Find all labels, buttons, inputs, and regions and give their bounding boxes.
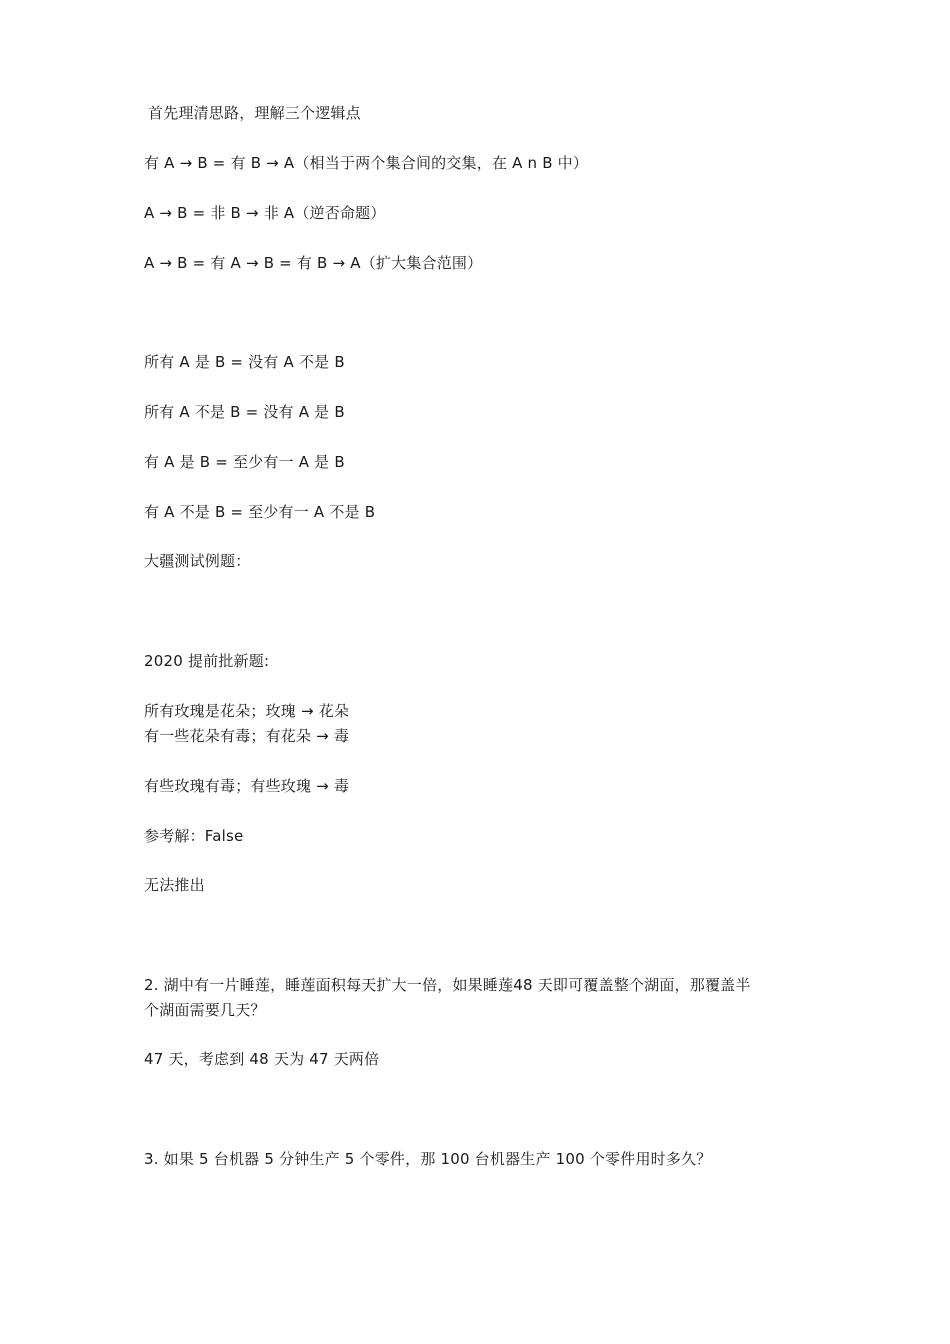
q1-conclusion: 有些玫瑰有毒；有些玫瑰 → 毒: [144, 777, 350, 795]
statement-4: 有 A 不是 B = 至少有一 A 不是 B: [144, 503, 376, 521]
statement-3: 有 A 是 B = 至少有一 A 是 B: [144, 453, 345, 471]
q2-question-line-2: 个湖面需要几天？: [144, 1001, 266, 1019]
example-heading: 大疆测试例题：: [144, 552, 251, 570]
q1-premise-1: 所有玫瑰是花朵；玫瑰 → 花朵: [144, 702, 350, 720]
logic-point-1: 有 A → B = 有 B → A（相当于两个集合间的交集，在 A n B 中）: [144, 154, 589, 172]
q3-question: 3. 如果 5 台机器 5 分钟生产 5 个零件，那 100 台机器生产 100 个零件用时多久？: [144, 1150, 712, 1168]
q1-title: 2020 提前批新题:: [144, 652, 270, 670]
logic-point-3: A → B = 有 A → B = 有 B → A（扩大集合范围）: [144, 254, 483, 272]
q1-premise-2: 有一些花朵有毒；有花朵 → 毒: [144, 727, 350, 745]
statement-1: 所有 A 是 B = 没有 A 不是 B: [144, 353, 345, 371]
statement-2: 所有 A 不是 B = 没有 A 是 B: [144, 403, 345, 421]
q2-question-line-1: 2. 湖中有一片睡莲，睡莲面积每天扩大一倍，如果睡莲48 天即可覆盖整个湖面，那覆盖半: [144, 976, 751, 994]
q1-answer: 参考解：False: [144, 827, 244, 845]
intro-text: 首先理清思路，理解三个逻辑点: [148, 104, 361, 122]
q1-explanation: 无法推出: [144, 876, 205, 894]
logic-point-2: A → B = 非 B → 非 A（逆否命题）: [144, 204, 386, 222]
q2-answer: 47 天，考虑到 48 天为 47 天两倍: [144, 1050, 380, 1068]
